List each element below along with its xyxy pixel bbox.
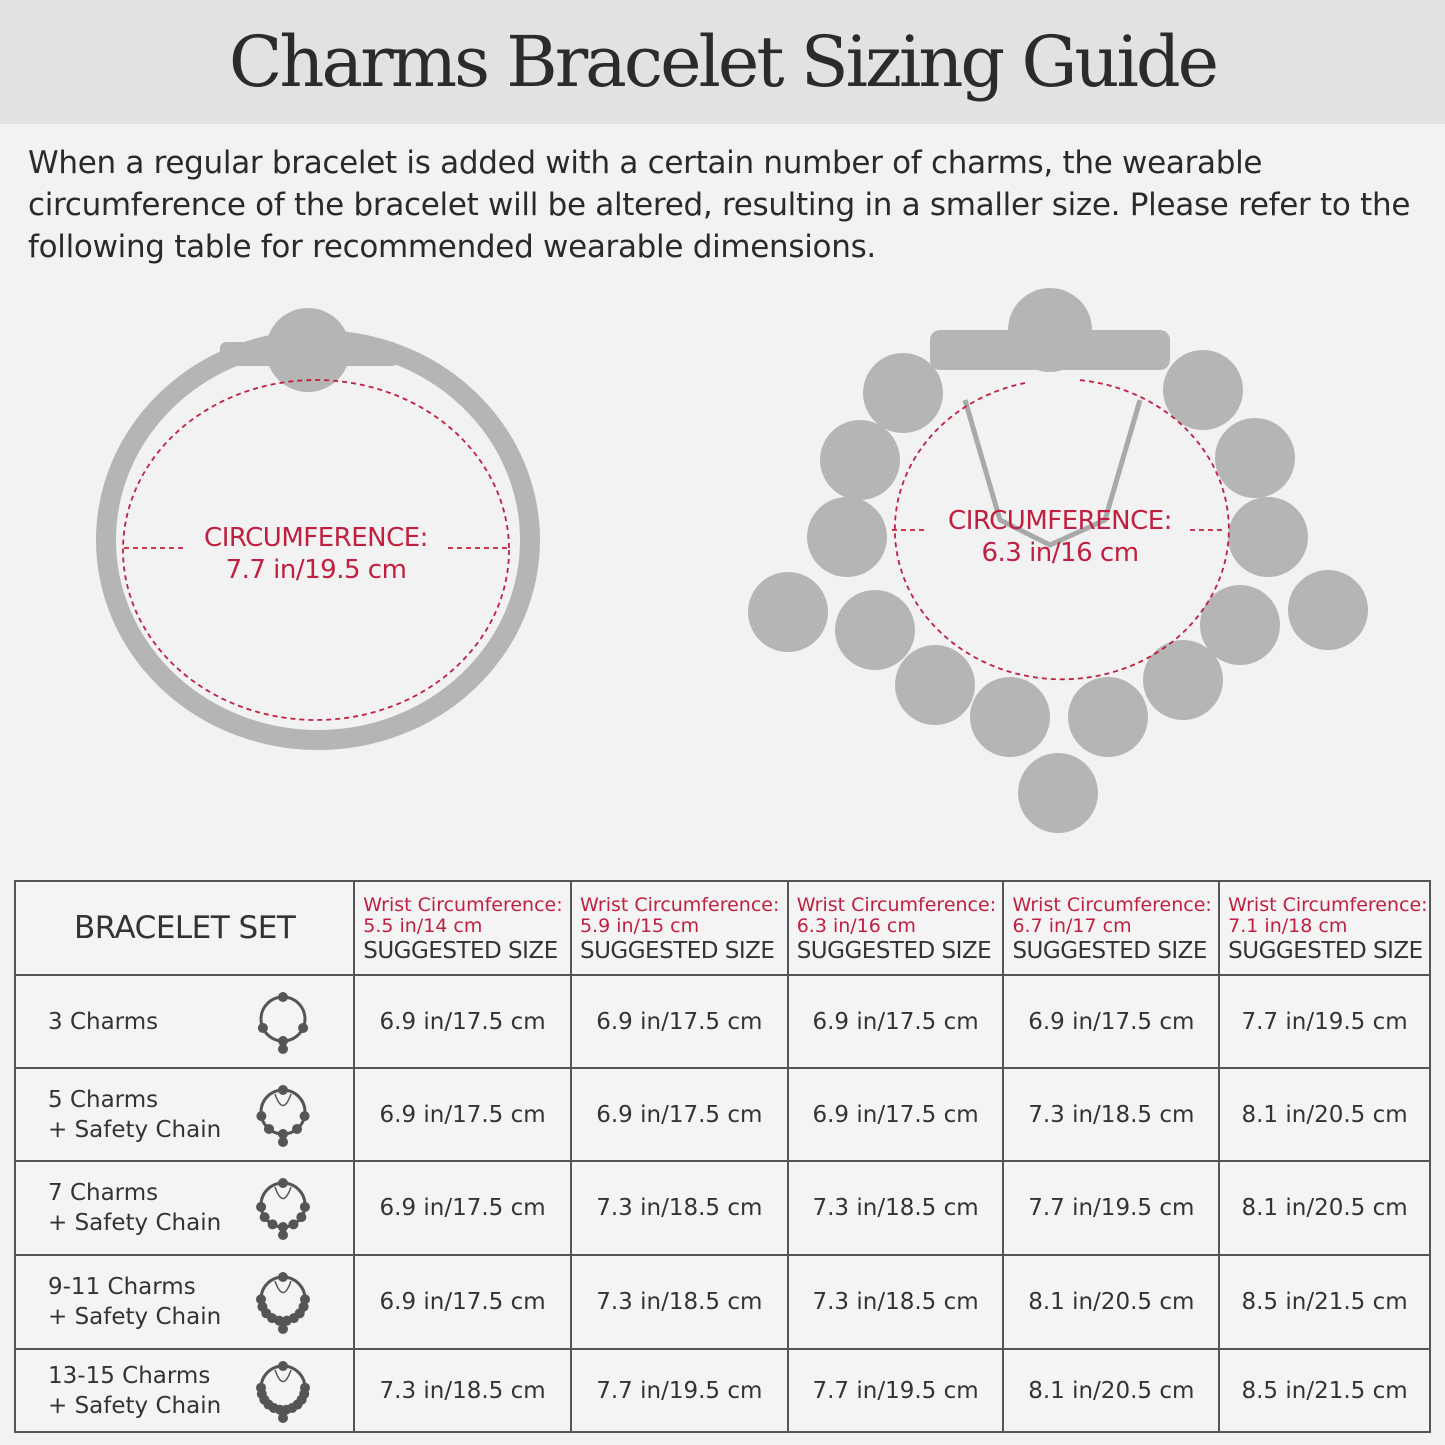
wrist-label: Wrist Circumference:	[579, 893, 780, 916]
circumference-label: CIRCUMFERENCE:	[204, 523, 428, 553]
suggested-size-cell: 7.7 in/19.5 cm	[1219, 975, 1430, 1068]
set-extra: + Safety Chain	[48, 1116, 222, 1143]
circumference-value: 7.7 in/19.5 cm	[225, 555, 407, 585]
wrist-value: 5.5 in/14 cm	[363, 914, 483, 937]
bracelet-set-cell	[15, 1349, 354, 1432]
sizing-table	[14, 880, 1431, 1433]
column-header	[788, 881, 1004, 975]
suggested-size-cell: 7.3 in/18.5 cm	[571, 1161, 788, 1255]
circumference-label: CIRCUMFERENCE:	[948, 506, 1172, 536]
intro-text: When a regular bracelet is added with a certain number of charms, the wearable circumference of the bracelet will be altered, resulting in a smaller size. Please refer to the following table for recommended wearable dimensions.	[28, 145, 1411, 265]
table-row	[15, 975, 1430, 1068]
column-header	[354, 881, 571, 975]
suggested-size-cell: 7.3 in/18.5 cm	[1003, 1068, 1219, 1161]
suggested-size-cell: 6.9 in/17.5 cm	[788, 1068, 1004, 1161]
suggested-size-cell: 6.9 in/17.5 cm	[354, 1255, 571, 1349]
wrist-label: Wrist Circumference:	[363, 893, 563, 916]
suggested-size-label: SUGGESTED SIZE	[363, 937, 558, 964]
bracelet-set-cell	[15, 975, 354, 1068]
set-name: 5 Charms	[48, 1086, 159, 1113]
suggested-size-cell: 6.9 in/17.5 cm	[571, 975, 788, 1068]
set-extra: + Safety Chain	[48, 1210, 222, 1236]
suggested-size-cell: 7.3 in/18.5 cm	[354, 1349, 571, 1432]
bracelet-5-charms-icon	[253, 1082, 313, 1148]
suggested-size-cell: 7.3 in/18.5 cm	[571, 1255, 788, 1349]
bracelet-9-11-charms-icon	[253, 1269, 313, 1335]
column-header	[1219, 881, 1430, 975]
set-extra: + Safety Chain	[48, 1304, 222, 1330]
bracelet-13-15-charms-icon	[253, 1358, 313, 1424]
suggested-size-cell: 8.1 in/20.5 cm	[1219, 1161, 1430, 1255]
suggested-size-label: SUGGESTED SIZE	[796, 937, 992, 964]
wrist-value: 5.9 in/15 cm	[579, 914, 700, 937]
table-row	[15, 1255, 1430, 1349]
suggested-size-cell: 6.9 in/17.5 cm	[354, 975, 571, 1068]
charm-bracelet-circumference	[910, 505, 1210, 569]
suggested-size-cell: 7.3 in/18.5 cm	[788, 1255, 1004, 1349]
suggested-size-label: SUGGESTED SIZE	[1228, 937, 1423, 964]
suggested-size-cell: 7.7 in/19.5 cm	[1003, 1161, 1219, 1255]
column-header	[1003, 881, 1219, 975]
suggested-size-label: SUGGESTED SIZE	[1012, 937, 1207, 964]
set-name: 3 Charms	[48, 1008, 159, 1035]
suggested-size-cell: 8.1 in/20.5 cm	[1003, 1255, 1219, 1349]
plain-bracelet-circumference	[166, 522, 466, 586]
suggested-size-cell: 6.9 in/17.5 cm	[354, 1161, 571, 1255]
suggested-size-cell: 6.9 in/17.5 cm	[571, 1068, 788, 1161]
suggested-size-cell: 8.1 in/20.5 cm	[1219, 1068, 1430, 1161]
table-row	[15, 1349, 1430, 1432]
table-header-row	[15, 881, 1430, 975]
wrist-value: 7.1 in/18 cm	[1228, 914, 1348, 937]
page-title: Charms Bracelet Sizing Guide	[228, 21, 1217, 103]
column-header	[571, 881, 788, 975]
suggested-size-label: SUGGESTED SIZE	[579, 937, 775, 964]
bracelet-set-cell	[15, 1255, 354, 1349]
wrist-value: 6.3 in/16 cm	[796, 914, 916, 937]
bracelet-set-cell	[15, 1161, 354, 1255]
suggested-size-cell: 6.9 in/17.5 cm	[788, 975, 1004, 1068]
suggested-size-cell: 6.9 in/17.5 cm	[354, 1068, 571, 1161]
set-name: 7 Charms	[48, 1180, 159, 1206]
suggested-size-cell: 8.1 in/20.5 cm	[1003, 1349, 1219, 1432]
circumference-value: 6.3 in/16 cm	[981, 538, 1139, 568]
suggested-size-cell: 6.9 in/17.5 cm	[1003, 975, 1219, 1068]
suggested-size-cell: 7.7 in/19.5 cm	[571, 1349, 788, 1432]
set-name: 13-15 Charms	[48, 1362, 211, 1389]
wrist-label: Wrist Circumference:	[1228, 893, 1428, 916]
bracelet-3-charms-icon	[253, 989, 313, 1055]
bracelet-set-header: BRACELET SET	[15, 881, 354, 975]
wrist-label: Wrist Circumference:	[1012, 893, 1212, 916]
bracelet-set-cell	[15, 1068, 354, 1161]
set-extra: + Safety Chain	[48, 1392, 222, 1419]
suggested-size-cell: 8.5 in/21.5 cm	[1219, 1349, 1430, 1432]
set-name: 9-11 Charms	[48, 1274, 196, 1300]
table-row	[15, 1161, 1430, 1255]
bracelet-7-charms-icon	[253, 1175, 313, 1241]
wrist-value: 6.7 in/17 cm	[1012, 914, 1132, 937]
suggested-size-cell: 8.5 in/21.5 cm	[1219, 1255, 1430, 1349]
wrist-label: Wrist Circumference:	[796, 893, 997, 916]
suggested-size-cell: 7.7 in/19.5 cm	[788, 1349, 1004, 1432]
table-row	[15, 1068, 1430, 1161]
suggested-size-cell: 7.3 in/18.5 cm	[788, 1161, 1004, 1255]
